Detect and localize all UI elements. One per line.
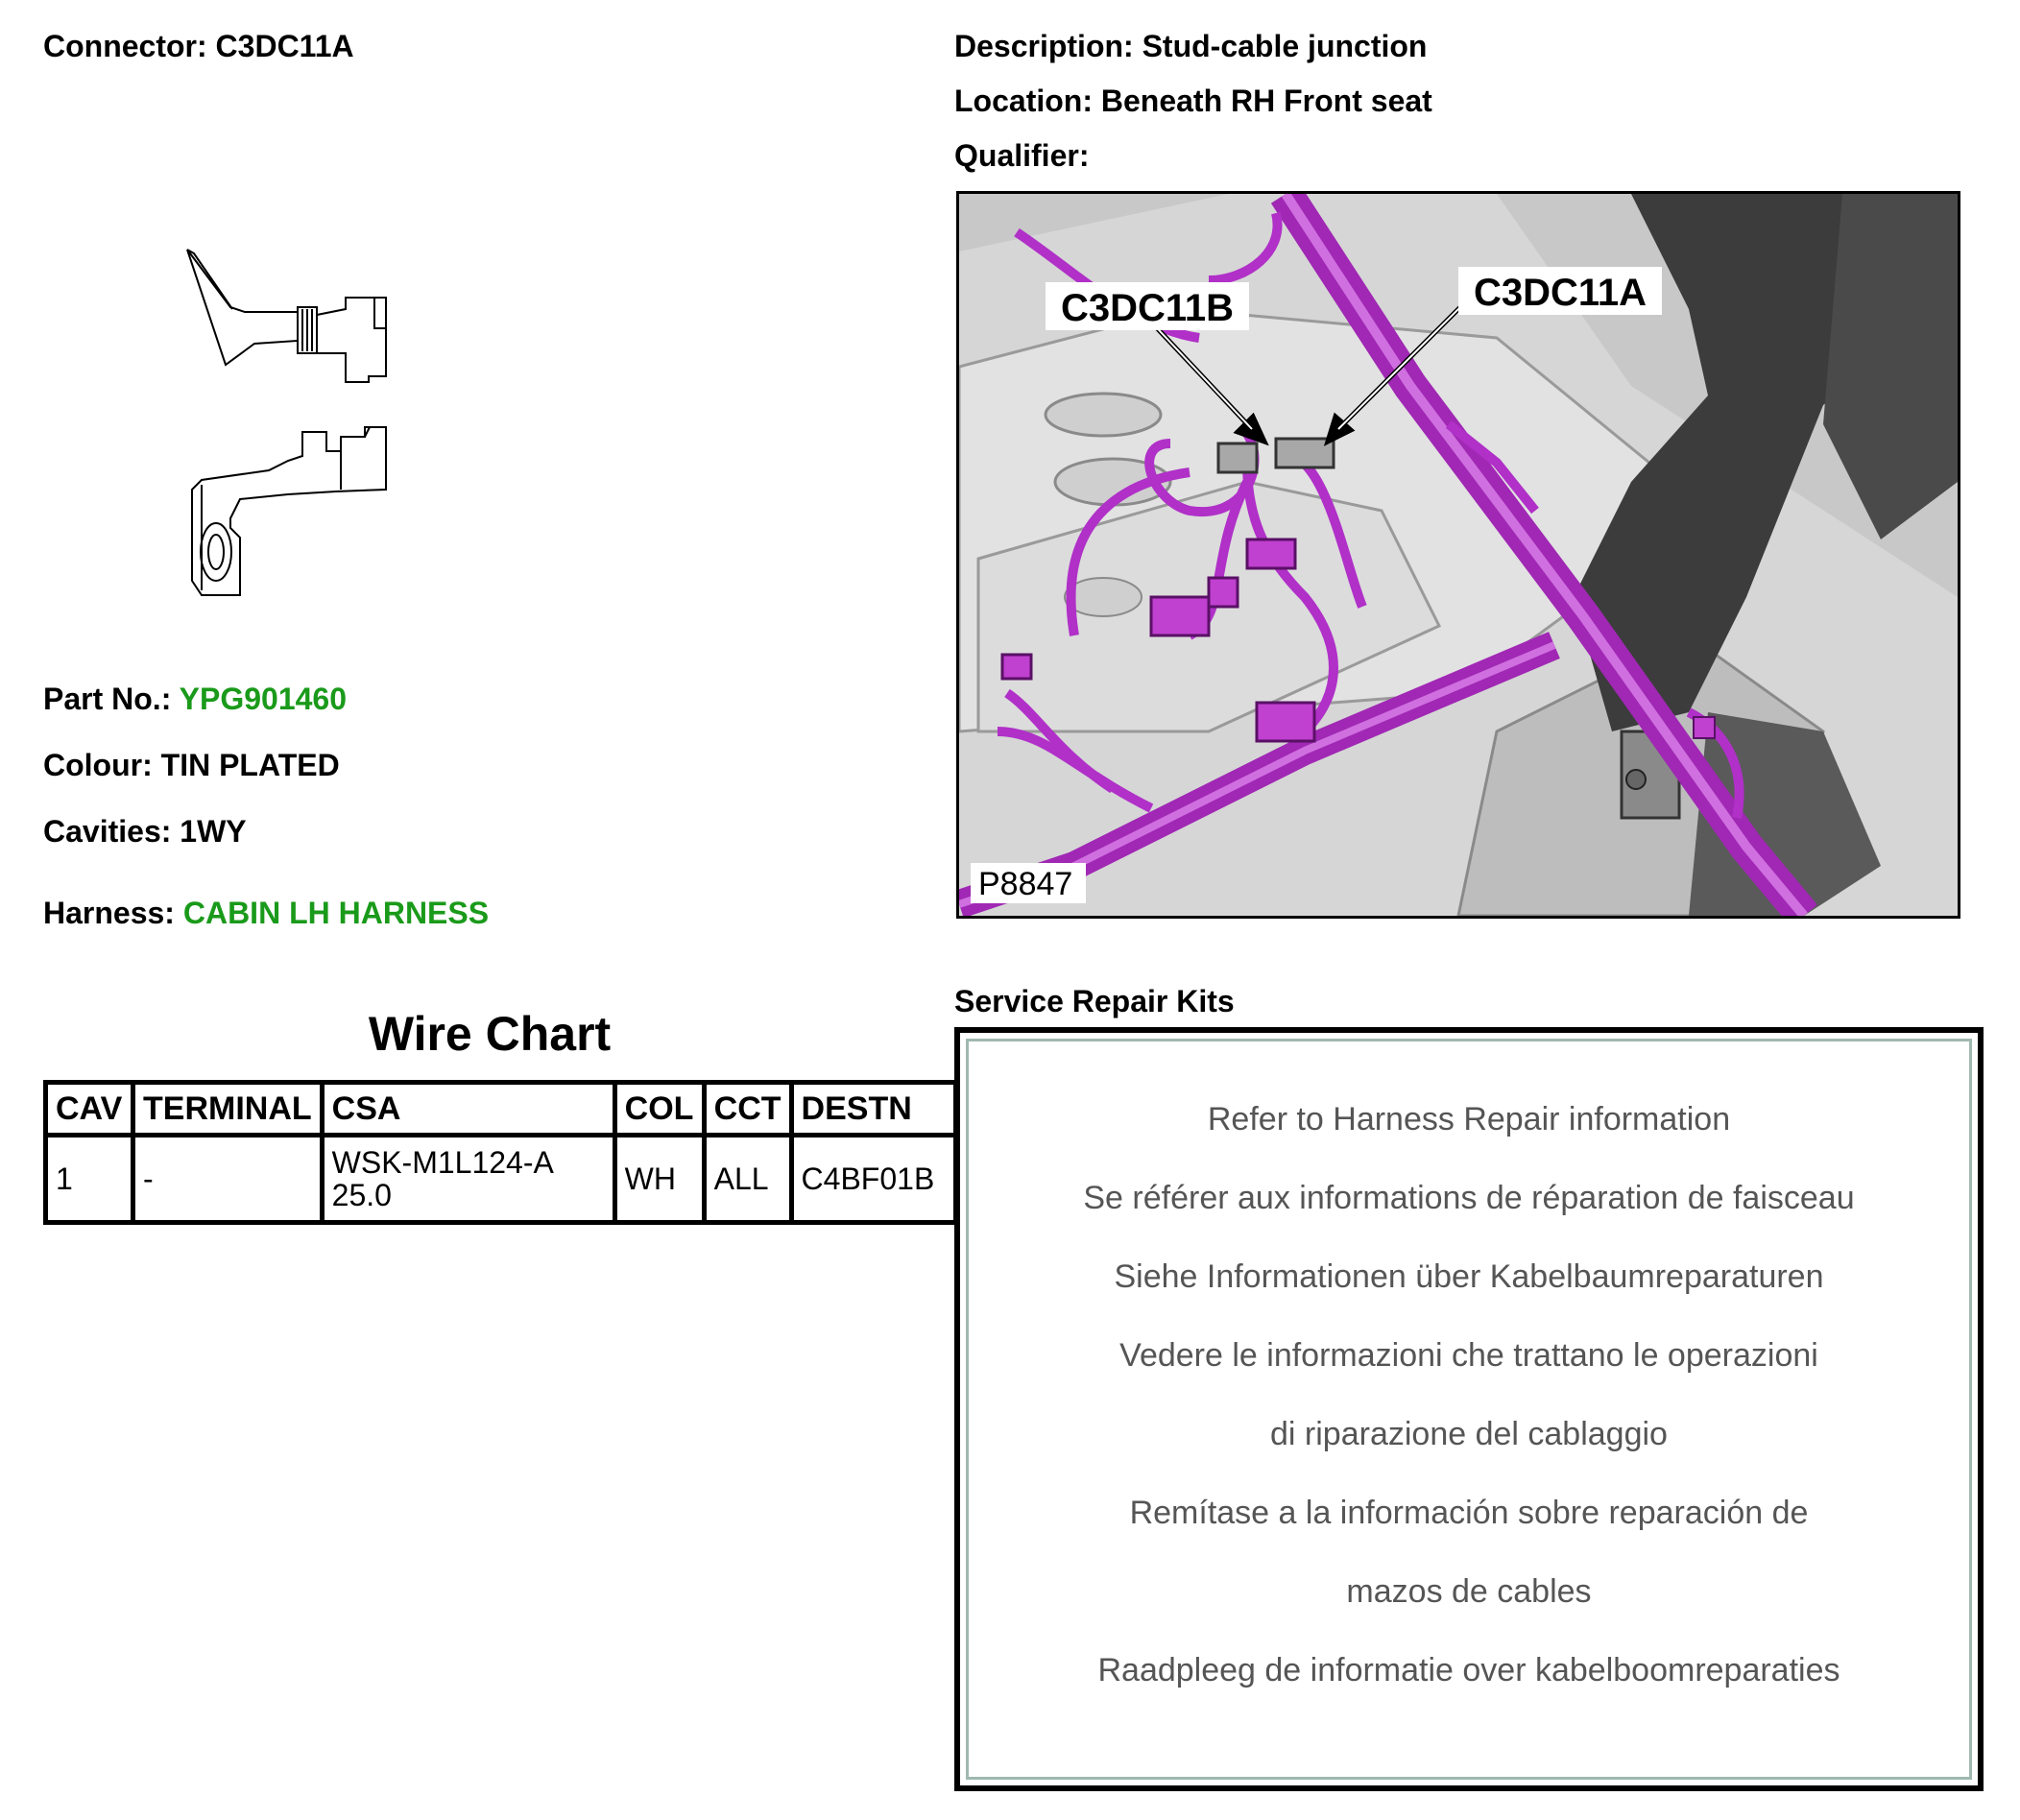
part-no-link[interactable]: YPG901460 bbox=[179, 682, 348, 716]
kit-line: Vedere le informazioni che trattano le operazioni bbox=[1119, 1337, 1818, 1374]
kit-line: mazos de cables bbox=[1346, 1573, 1592, 1610]
wire-chart-title: Wire Chart bbox=[368, 1007, 612, 1061]
location-value: Beneath RH Front seat bbox=[1100, 84, 1432, 118]
kit-line: Siehe Informationen über Kabelbaumreparaturen bbox=[1114, 1258, 1824, 1295]
header-csa: CSA bbox=[322, 1083, 614, 1136]
callout-c3dc11b: C3DC11B bbox=[1060, 287, 1235, 329]
description-value: Stud-cable junction bbox=[1142, 29, 1428, 63]
part-no-field bbox=[43, 682, 347, 717]
location-photo bbox=[956, 191, 1960, 919]
kit-line: Refer to Harness Repair information bbox=[1207, 1101, 1731, 1138]
repair-kits-box bbox=[954, 1027, 1984, 1791]
callout-c3dc11a: C3DC11A bbox=[1473, 272, 1647, 314]
qualifier-label: Qualifier: bbox=[954, 138, 1090, 173]
part-no-label: Part No.: bbox=[43, 682, 172, 716]
harness-link[interactable]: CABIN LH HARNESS bbox=[182, 896, 490, 930]
cell-csa-line1: WSK-M1L124-A bbox=[331, 1145, 554, 1180]
location-field bbox=[954, 84, 1432, 119]
colour-value: TIN PLATED bbox=[160, 748, 340, 782]
cavities-label: Cavities: bbox=[43, 814, 172, 849]
table-header-row bbox=[46, 1083, 956, 1136]
repair-kits-title: Service Repair Kits bbox=[954, 984, 1235, 1018]
kit-line: Remítase a la información sobre reparación de bbox=[1129, 1495, 1809, 1531]
cell-col: WH bbox=[614, 1136, 704, 1223]
header-col: COL bbox=[614, 1083, 704, 1136]
connector-field bbox=[43, 29, 354, 64]
table-row bbox=[46, 1136, 956, 1223]
header-terminal: TERMINAL bbox=[133, 1083, 323, 1136]
kit-line: Se référer aux informations de réparation de faisceau bbox=[1083, 1180, 1855, 1216]
location-photo-illustration bbox=[959, 194, 1958, 916]
location-label: Location: bbox=[954, 84, 1093, 118]
cell-cav: 1 bbox=[46, 1136, 133, 1223]
cell-cct: ALL bbox=[704, 1136, 791, 1223]
cell-destn: C4BF01B bbox=[791, 1136, 955, 1223]
cavities-value: 1WY bbox=[180, 814, 247, 849]
description-field bbox=[954, 29, 1427, 64]
terminal-drawing bbox=[173, 240, 403, 605]
cell-csa bbox=[322, 1136, 614, 1223]
kit-line: di riparazione del cablaggio bbox=[1270, 1416, 1668, 1452]
kit-line: Raadpleeg de informatie over kabelboomreparaties bbox=[1097, 1652, 1840, 1688]
header-cct: CCT bbox=[704, 1083, 791, 1136]
connector-value: C3DC11A bbox=[215, 29, 354, 63]
harness-label: Harness: bbox=[43, 896, 175, 930]
colour-label: Colour: bbox=[43, 748, 153, 782]
header-cav: CAV bbox=[46, 1083, 133, 1136]
harness-field bbox=[43, 896, 489, 931]
repair-kits-inner bbox=[966, 1039, 1972, 1780]
cell-csa-line2: 25.0 bbox=[331, 1178, 392, 1212]
cell-terminal: - bbox=[133, 1136, 323, 1223]
header-destn: DESTN bbox=[791, 1083, 955, 1136]
description-label: Description: bbox=[954, 29, 1134, 63]
figure-id: P8847 bbox=[978, 866, 1073, 902]
colour-field bbox=[43, 748, 340, 783]
wire-chart-table bbox=[43, 1080, 958, 1225]
connector-label: Connector: bbox=[43, 29, 207, 63]
cavities-field bbox=[43, 814, 247, 850]
